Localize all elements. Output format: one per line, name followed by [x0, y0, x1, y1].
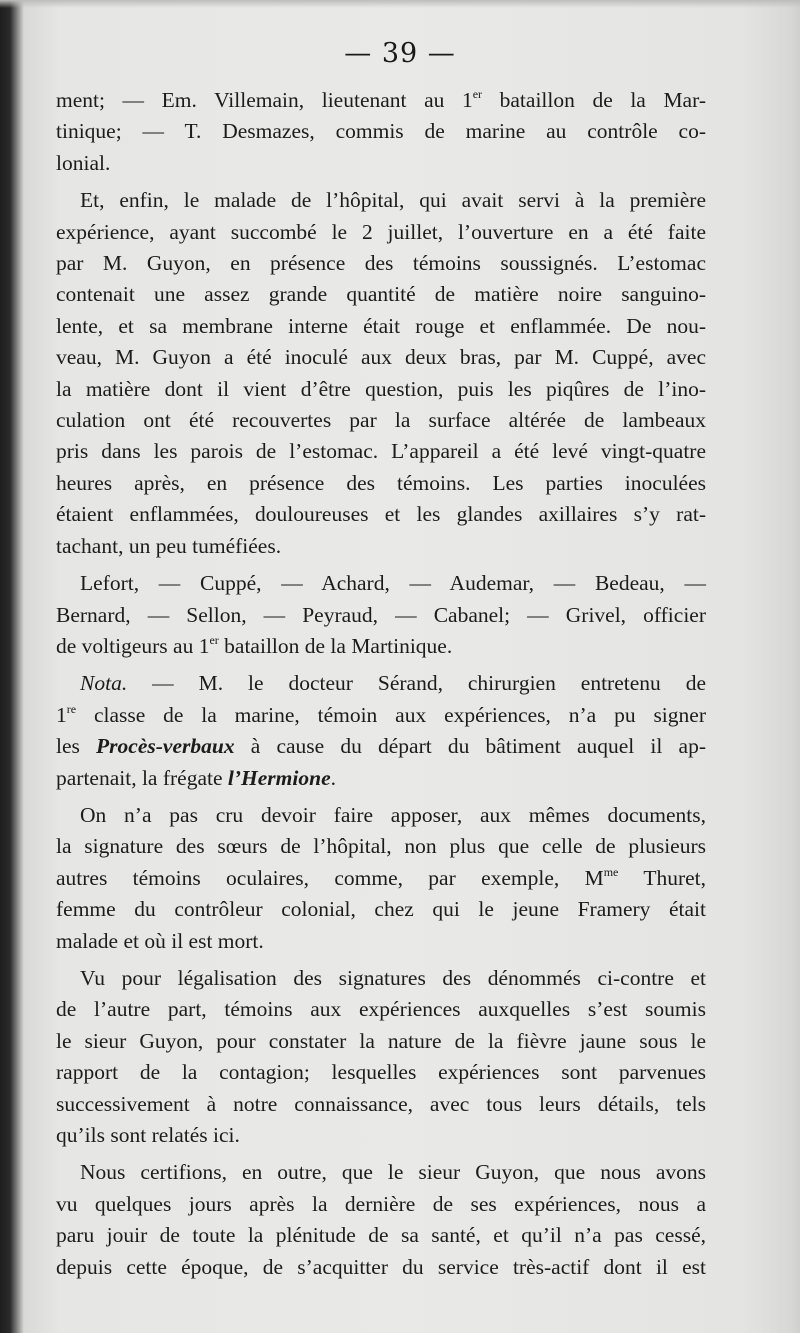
text-line: Nota. — M. le docteur Sérand, chirurgien entretenu de: [80, 671, 706, 696]
text-line: successivement à notre connaissance, avec tous leurs détails, tels: [56, 1091, 706, 1116]
paragraph-6: [56, 963, 706, 1151]
text-line: tachant, un peu tuméfiées.: [56, 533, 282, 558]
text-line: Nous certifions, en outre, que le sieur Guyon, que nous avons: [80, 1160, 706, 1185]
page-number: — 39 —: [344, 38, 456, 69]
text-line: paru jouir de toute la plénitude de sa santé, et qu’il n’a pas cessé,: [56, 1223, 706, 1248]
text-line: de voltigeurs au 1er bataillon de la Martinique.: [56, 632, 453, 658]
paragraph-7: [56, 1157, 706, 1283]
body-text: [56, 85, 706, 1289]
text-line: étaient enflammées, douloureuses et les glandes axillaires s’y rat-: [56, 502, 706, 527]
text-line: le sieur Guyon, pour constater la nature de la fièvre jaune sous le: [56, 1028, 706, 1053]
text-line: femme du contrôleur colonial, chez qui le jeune Framery était: [56, 897, 706, 922]
emphasis-proces-verbaux: Procès-verbaux: [96, 734, 235, 759]
text-line: culation ont été recouvertes par la surface altérée de lambeaux: [56, 408, 706, 433]
text-line: Lefort, — Cuppé, — Achard, — Audemar, — Bedeau, —: [80, 571, 706, 596]
superscript: er: [209, 632, 219, 647]
text-line: pris dans les parois de l’estomac. L’appareil a été levé vingt-quatre: [56, 439, 706, 464]
text-line: la signature des sœurs de l’hôpital, non plus que celle de plusieurs: [56, 834, 706, 859]
paragraph-5: [56, 800, 706, 957]
text-line: heures après, en présence des témoins. Les parties inoculées: [56, 470, 706, 495]
text-line: malade et où il est mort.: [56, 928, 264, 953]
emphasis-hermione: l’Hermione: [227, 765, 331, 790]
text-line: lente, et sa membrane interne était rouge et enflammée. De nou-: [56, 313, 706, 338]
text-line: la matière dont il vient d’être question, puis les piqûres de l’ino-: [56, 376, 706, 401]
nota-label: Nota.: [80, 671, 128, 696]
text-line: lonial.: [56, 150, 111, 175]
superscript: er: [472, 87, 483, 101]
text-line: 1re classe de la marine, témoin aux expériences, n’a pu signer: [56, 701, 706, 727]
text-line: veau, M. Guyon a été inoculé aux deux bras, par M. Cuppé, avec: [56, 345, 706, 370]
text-line: On n’a pas cru devoir faire apposer, aux mêmes documents,: [80, 802, 706, 827]
paragraph-2: [56, 185, 706, 562]
text-line: qu’ils sont relatés ici.: [56, 1123, 240, 1147]
text-line: les Procès-verbaux à cause du départ du bâtiment auquel il ap-: [56, 734, 706, 759]
text-line: vu quelques jours après la dernière de ses expériences, nous a: [56, 1191, 706, 1216]
superscript: re: [66, 701, 77, 716]
text-line: Et, enfin, le malade de l’hôpital, qui avait servi à la première: [80, 188, 706, 213]
text-line: autres témoins oculaires, comme, par exemple, $M^{me}$ Thuret,: [56, 864, 707, 890]
text-line: expérience, ayant succombé le 2 juillet, l’ouverture en a été faite: [56, 219, 706, 244]
text-line: ment; — Em. Villemain, lieutenant au 1er bataillon de la Mar-: [56, 87, 706, 112]
text-line: contenait une assez grande quantité de matière noire sanguino-: [56, 282, 706, 307]
text-line: rapport de la contagion; lesquelles expériences sont parvenues: [56, 1060, 706, 1085]
paragraph-nota: [56, 668, 706, 794]
text-line: tinique; — T. Desmazes, commis de marine au contrôle co-: [56, 119, 706, 144]
text-line: de l’autre part, témoins aux expériences auxquelles s’est soumis: [56, 997, 706, 1022]
text-line: depuis cette époque, de s’acquitter du service très-actif dont il est: [56, 1254, 706, 1279]
text-line: Vu pour légalisation des signatures des dénommés ci-contre et: [80, 965, 706, 990]
text-line: partenait, la frégate l’Hermione.: [56, 765, 336, 790]
paragraph-1: [56, 85, 706, 179]
paragraph-3: [56, 568, 706, 662]
superscript: me: [603, 864, 619, 879]
text-line: par M. Guyon, en présence des témoins soussignés. L’estomac: [56, 251, 706, 276]
text-line: Bernard, — Sellon, — Peyraud, — Cabanel; — Grivel, officier: [56, 602, 706, 627]
